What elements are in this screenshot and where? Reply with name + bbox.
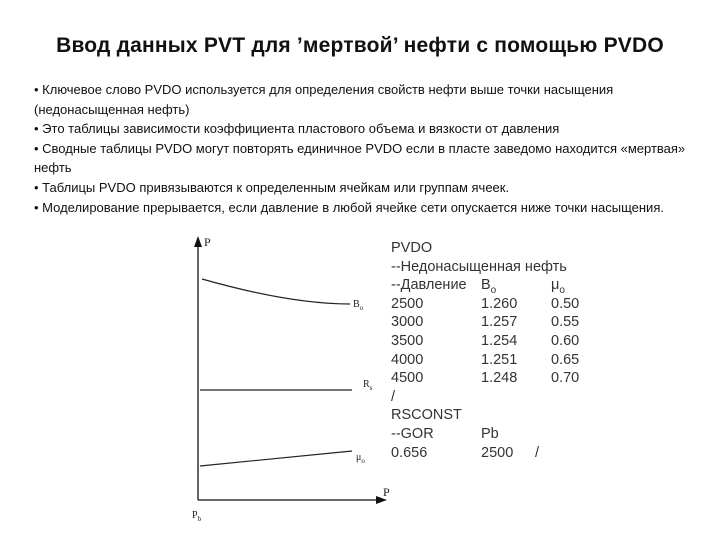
mu-cell: 0.55 xyxy=(551,314,580,331)
pb-cell: 2500 xyxy=(481,444,514,461)
rs-curve-main: R xyxy=(363,379,370,390)
pressure-cell: 3500 xyxy=(391,332,424,349)
rsconst-keyword: RSCONST xyxy=(391,407,462,424)
bullet-list xyxy=(34,80,694,217)
gor-cell: 0.656 xyxy=(391,444,428,461)
rsconst-terminator: / xyxy=(535,444,540,461)
rs-curve-label xyxy=(363,379,373,392)
header-mu-main: μ xyxy=(551,277,560,294)
bo-cell: 1.254 xyxy=(481,332,518,349)
rsconst-pb-label: Pb xyxy=(481,425,499,442)
slide-title: Ввод данных PVT для ’мертвой’ нефти с помощью PVDO xyxy=(56,34,664,57)
bo-curve-main: B xyxy=(353,299,360,310)
pressure-cell: 4500 xyxy=(391,370,424,387)
pvdo-keyword: PVDO xyxy=(391,240,433,256)
bullet-item: • Ключевое слово PVDO используется для определения свойств нефти выше точки насыщения (недонасыщенная нефть) xyxy=(34,82,614,117)
header-bo-main: B xyxy=(481,277,491,294)
bo-curve xyxy=(202,279,350,304)
plot-svg xyxy=(180,234,395,534)
property-sketch-plot xyxy=(180,234,395,539)
pb-tick-sub: b xyxy=(197,515,202,523)
bo-cell: 1.248 xyxy=(481,370,518,387)
pvdo-comment: --Недонасыщенная нефть xyxy=(391,258,567,275)
mu-cell: 0.60 xyxy=(551,332,580,349)
bullet-item: • Таблицы PVDO привязываются к определенным ячейкам или группам ячеек. xyxy=(34,179,510,195)
mu-curve-main: μ xyxy=(356,452,362,463)
mu-line xyxy=(200,451,352,466)
pb-tick-main: P xyxy=(192,510,198,521)
header-bo-sub: o xyxy=(490,285,497,297)
y-axis-arrow xyxy=(194,236,202,247)
bullet-item: • Сводные таблицы PVDO могут повторять единичное PVDO если в пласте заведомо находится «мертвая» нефть xyxy=(34,140,686,176)
mu-cell: 0.70 xyxy=(551,370,580,387)
bullet-item: • Моделирование прерывается, если давление в любой ячейке сети опускается ниже точки насыщения. xyxy=(34,199,664,215)
header-pressure: --Давление xyxy=(391,277,467,294)
bo-cell: 1.251 xyxy=(481,351,518,368)
bo-curve-label xyxy=(353,299,364,312)
bullet-item: • Это таблицы зависимости коэффициента пластового объема и вязкости от давления xyxy=(34,121,560,137)
mu-curve-sub: o xyxy=(361,457,365,465)
header-mu xyxy=(551,276,565,297)
pb-tick-label xyxy=(192,510,202,523)
mu-curve-label xyxy=(356,452,365,465)
pressure-cell: 4000 xyxy=(391,351,424,368)
header-bo xyxy=(481,276,496,297)
rs-curve-sub: s xyxy=(369,384,373,392)
y-axis-label: P xyxy=(204,235,211,249)
mu-cell: 0.65 xyxy=(551,351,580,368)
pvdo-terminator: / xyxy=(391,388,396,405)
bo-cell: 1.257 xyxy=(481,314,518,331)
pressure-cell: 3000 xyxy=(391,314,424,331)
header-mu-sub: o xyxy=(559,285,565,297)
rsconst-comment: --GOR xyxy=(391,425,434,442)
bo-cell: 1.260 xyxy=(481,295,518,312)
bo-curve-sub: o xyxy=(359,304,364,312)
x-axis-label: P xyxy=(383,485,390,499)
mu-cell: 0.50 xyxy=(551,295,580,312)
pressure-cell: 2500 xyxy=(391,295,424,312)
